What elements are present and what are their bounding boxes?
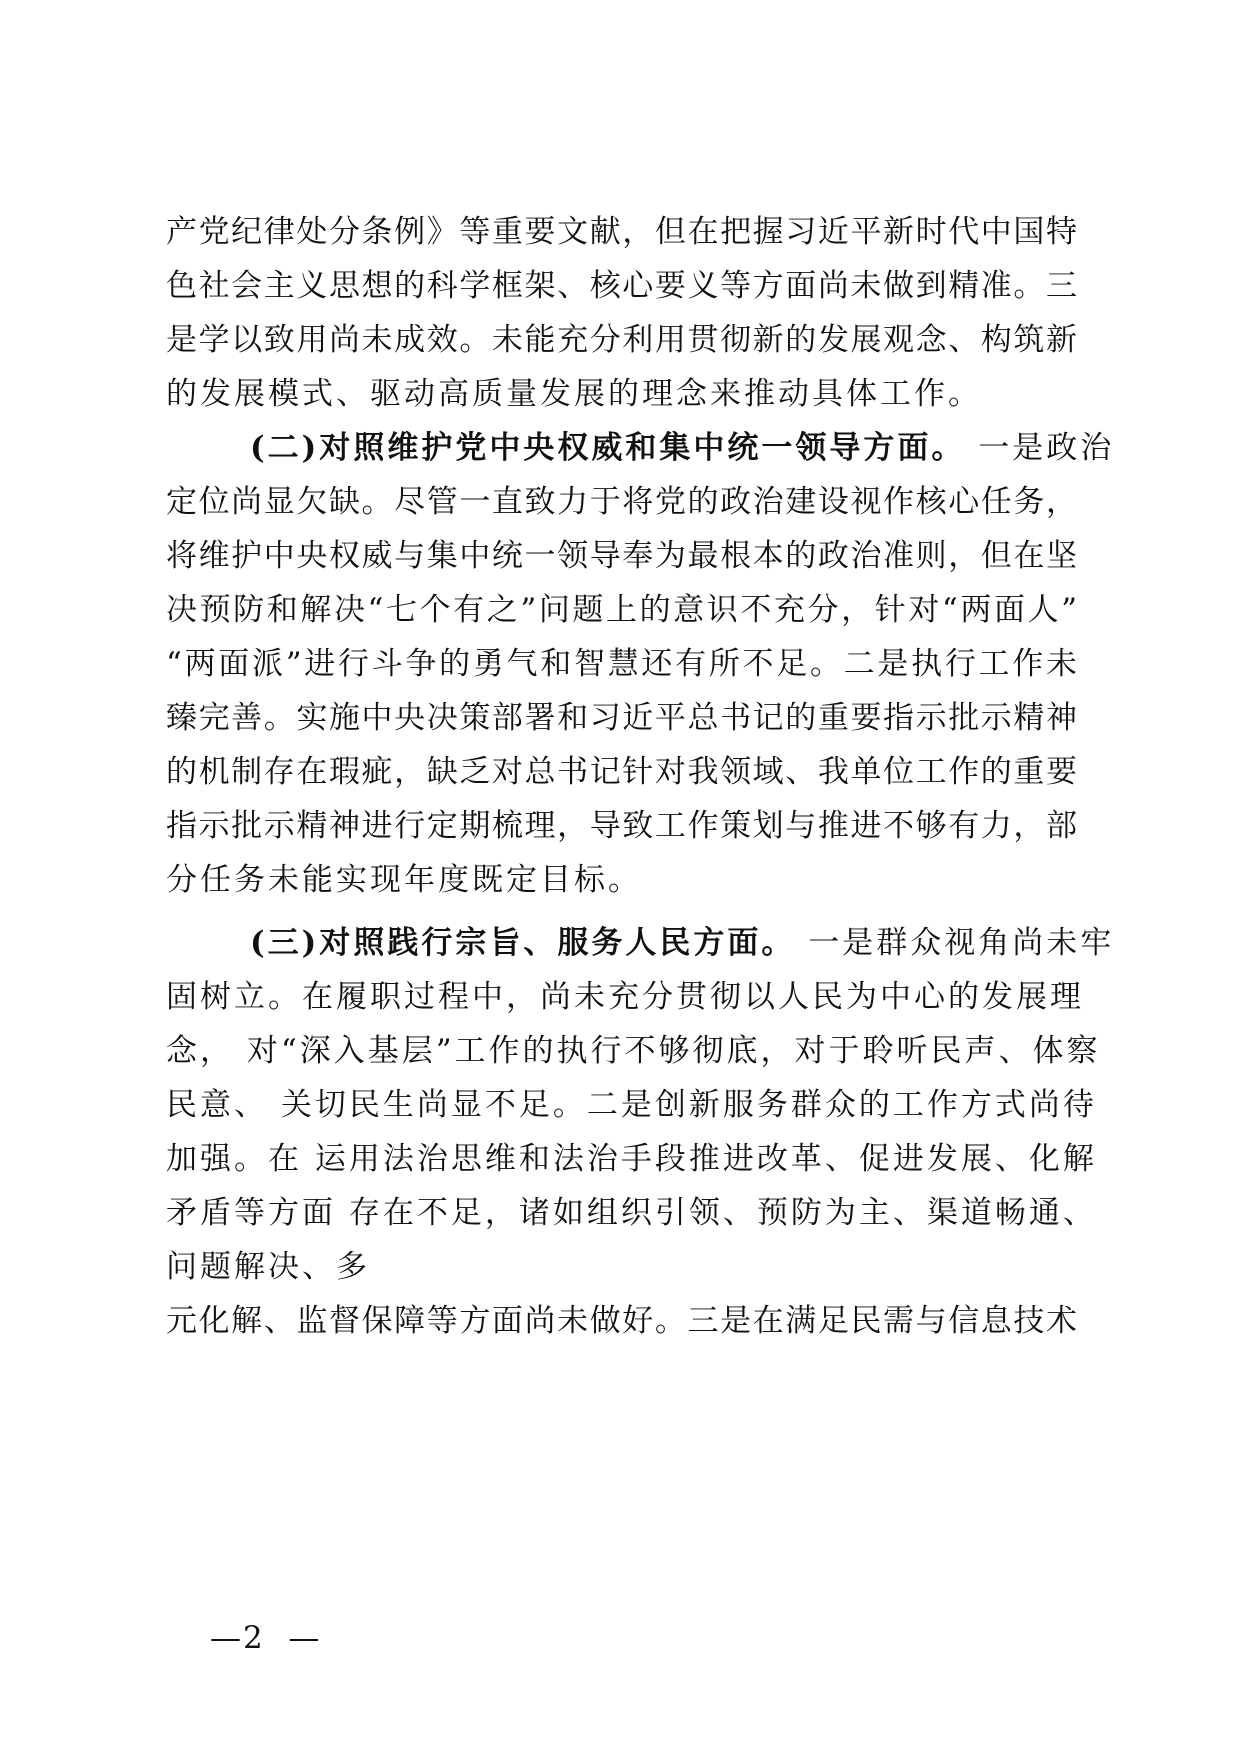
body-text-line: 矛盾等方面 存在不足，诸如组织引领、预防为主、渠道畅通、 [166, 1195, 1097, 1231]
body-text-line: 指示批示精神进行定期梳理，导致工作策划与推进不够有力，部 [166, 808, 1077, 844]
body-text-line: 的机制存在瑕疵，缺乏对总书记针对我领域、我单位工作的重要 [166, 754, 1077, 790]
body-text-line: 的发展模式、驱动高质量发展的理念来推动具体工作。 [166, 376, 982, 412]
body-text-fragment: 一是政治 [978, 430, 1115, 466]
body-text-line: 分任务未能实现年度既定目标。 [166, 862, 642, 898]
body-text-line: 色社会主义思想的科学框架、核心要义等方面尚未做到精准。三 [166, 268, 1077, 304]
body-text-line: “两面派”进行斗争的勇气和智慧还有所不足。二是执行工作未 [166, 646, 1077, 682]
section-heading: (二)对照维护党中央权威和集中统一领导方面。 [250, 430, 966, 466]
body-text-line: 加强。在 运用法治思维和法治手段推进改革、促进发展、化解 [166, 1141, 1097, 1177]
body-text-line: 决预防和解决“七个有之”问题上的意识不充分，针对“两面人” [166, 592, 1077, 628]
section-heading: (三)对照践行宗旨、服务人民方面。 [250, 925, 796, 961]
body-text-line: 臻完善。实施中央决策部署和习近平总书记的重要指示批示精神 [166, 700, 1077, 736]
body-text-line: 产党纪律处分条例》等重要文献，但在把握习近平新时代中国特 [166, 214, 1077, 250]
body-text-fragment: 一是群众视角尚未牢 [808, 925, 1115, 961]
body-text-line: 元化解、监督保障等方面尚未做好。三是在满足民需与信息技术 [166, 1303, 1077, 1339]
body-text-line: 问题解决、多 [166, 1249, 370, 1285]
body-text-line: 定位尚显欠缺。尽管一直致力于将党的政治建设视作核心任务， [166, 484, 1077, 520]
body-text-line: 是学以致用尚未成效。未能充分利用贯彻新的发展观念、构筑新 [166, 322, 1077, 358]
body-text-line: 民意、 关切民生尚显不足。二是创新服务群众的工作方式尚待 [166, 1087, 1097, 1123]
heading-line [250, 428, 1114, 468]
heading-line [250, 923, 1114, 963]
page-number: —2 — [210, 1620, 322, 1656]
body-text-line: 固树立。在履职过程中，尚未充分贯彻以人民为中心的发展理 [166, 979, 1084, 1015]
body-text-line: 念， 对“深入基层”工作的执行不够彻底，对于聆听民声、体察 [166, 1033, 1101, 1069]
body-text-line: 将维护中央权威与集中统一领导奉为最根本的政治准则，但在坚 [166, 538, 1077, 574]
